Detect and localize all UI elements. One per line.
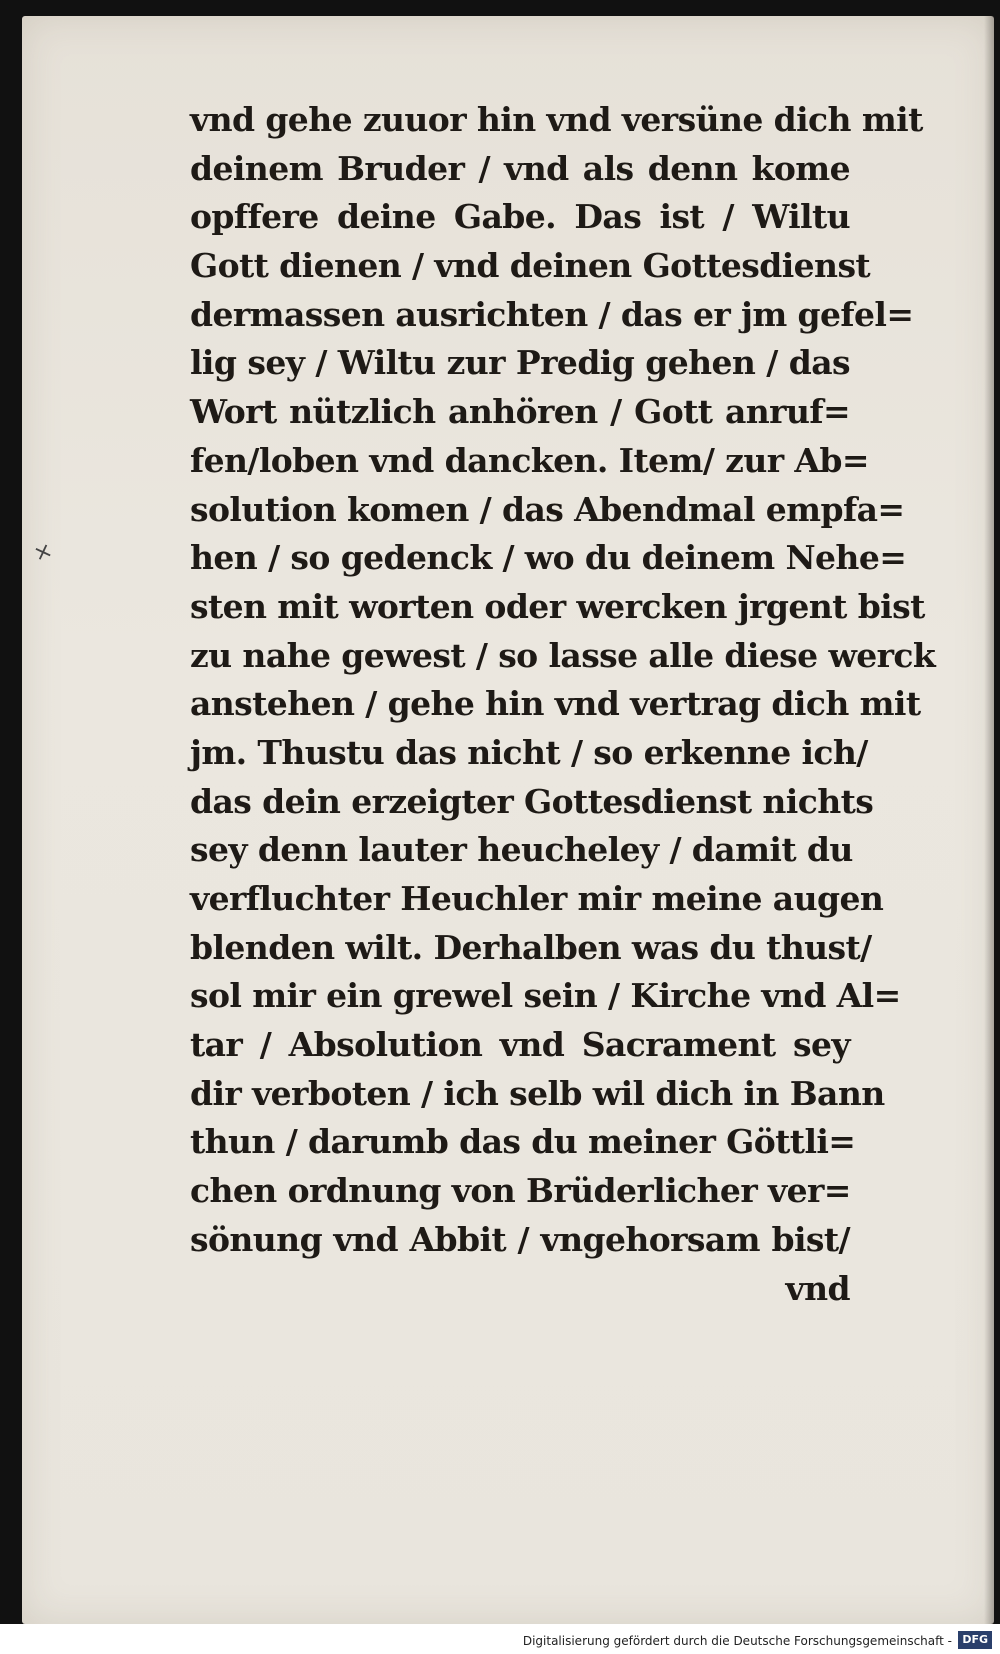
funding-credit: Digitalisierung gefördert durch die Deutsche Forschungsgemeinschaft - bbox=[522, 1634, 952, 1648]
text-line: vnd gehe zuuor hin vnd versüne dich mit bbox=[190, 100, 923, 139]
page-edge-shadow bbox=[984, 16, 994, 1624]
text-line: Gott dienen / vnd deinen Gottesdienst bbox=[190, 246, 871, 286]
text-line: das dein erzeigter Gottesdienst nichts bbox=[190, 781, 874, 821]
text-line: solution komen / das Abendmal empfa= bbox=[190, 489, 905, 529]
text-line: tar / Absolution vnd Sacrament sey bbox=[190, 1025, 850, 1065]
text-line: blenden wilt. Derhalben was du thust/ bbox=[190, 927, 872, 967]
page-text bbox=[190, 96, 936, 1313]
text-line: sten mit worten oder wercken jrgent bist bbox=[190, 586, 925, 626]
text-line: chen ordnung von Brüderlicher ver= bbox=[190, 1171, 851, 1211]
footer-bar bbox=[0, 1624, 1000, 1654]
catchword: vnd bbox=[785, 1268, 850, 1308]
text-line: sönung vnd Abbit / vngehorsam bist/ bbox=[190, 1219, 850, 1259]
text-line: anstehen / gehe hin vnd vertrag dich mit bbox=[190, 684, 921, 724]
text-line: Wort nützlich anhören / Gott anruf= bbox=[190, 392, 850, 432]
text-line: sol mir ein grewel sein / Kirche vnd Al= bbox=[190, 976, 901, 1016]
text-line: thun / darumb das du meiner Göttli= bbox=[190, 1122, 856, 1162]
text-line: verfluchter Heuchler mir meine augen bbox=[190, 879, 884, 918]
text-line: fen/loben vnd dancken. Item/ zur Ab= bbox=[190, 440, 869, 480]
text-line: hen / so gedenck / wo du deinem Nehe= bbox=[190, 538, 907, 578]
text-line: dermassen ausrichten / das er jm gefel= bbox=[190, 294, 914, 334]
margin-mark: × bbox=[30, 537, 57, 568]
text-line: dir verboten / ich selb wil dich in Bann bbox=[190, 1073, 885, 1113]
text-line: jm. Thustu das nicht / so erkenne ich/ bbox=[190, 732, 868, 772]
dfg-logo: DFG bbox=[958, 1631, 992, 1649]
text-line: opffere deine Gabe. Das ist / Wiltu bbox=[190, 197, 850, 237]
text-line: lig sey / Wiltu zur Predig gehen / das bbox=[190, 343, 850, 383]
text-line: deinem Bruder / vnd als denn kome bbox=[190, 148, 850, 188]
text-line: sey denn lauter heucheley / damit du bbox=[190, 830, 853, 870]
text-line: zu nahe gewest / so lasse alle diese werck bbox=[190, 635, 936, 675]
